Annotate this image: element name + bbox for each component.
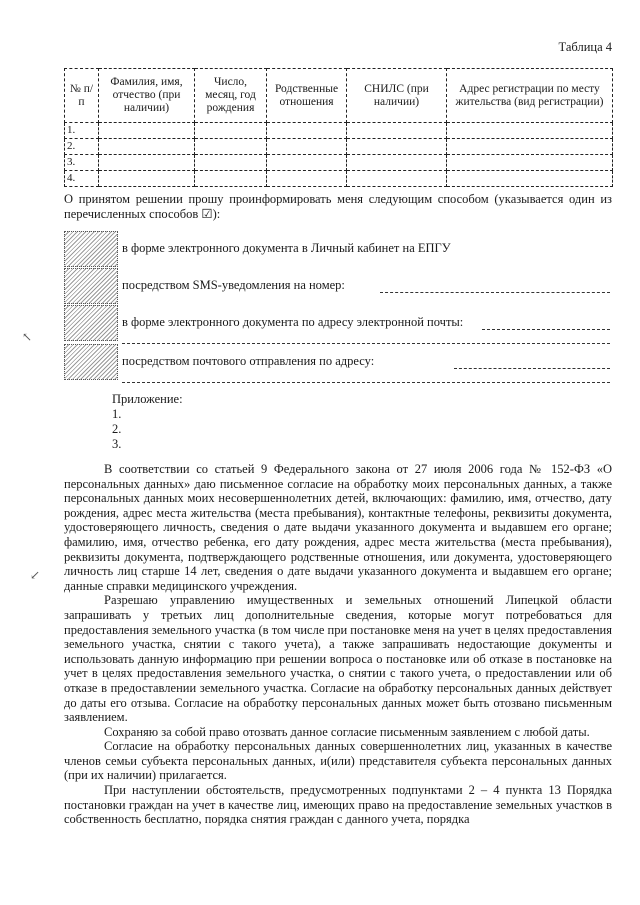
- header-number: № п/п: [65, 69, 99, 123]
- table-row: [65, 123, 613, 139]
- option-checkbox[interactable]: [64, 268, 118, 304]
- header-address: Адрес регистрации по месту жительства (вид регистрации): [447, 69, 613, 123]
- consent-paragraph: В соответствии со статьей 9 Федерального закона от 27 июля 2006 года № 152-ФЗ «О персональных данных» даю письменное согласие на обработку моих персональных данных, а также персональных данных моих несовершеннолетних детей, включающих: фамилию, имя, отчество, дату рождения, адрес места жительства (места пребывания), контактные телефоны, реквизиты документа, удостоверяющего личность, сведения о дате выдачи указанного документа и выдавшем его органе; фамилию, имя, отчество ребенка, его дату рождения, адрес места жительства (места пребывания), реквизиты документа, подтверждающего родственные отношения, или документа, удостоверяющего личность лиц старше 14 лет, сведения о дате выдачи указанного документа и выдавшем его органе; данные справки медицинского учреждения.: [64, 462, 612, 593]
- option-label: в форме электронного документа по адресу электронной почты:: [122, 315, 464, 329]
- consent-paragraph: Согласие на обработку персональных данных совершеннолетних лиц, указанных в качестве членов семьи субъекта персональных данных, и(или) представителя субъекта персональных данных (при их наличии) прилагается.: [64, 739, 612, 783]
- family-members-table: [64, 68, 613, 187]
- option-label: в форме электронного документа в Личный кабинет на ЕПГУ: [122, 241, 451, 255]
- table-cell[interactable]: [267, 171, 347, 187]
- table-row: [65, 139, 613, 155]
- notify-option-email[interactable]: [64, 305, 612, 341]
- table-cell[interactable]: [195, 171, 267, 187]
- attachment-list: [112, 392, 183, 452]
- margin-mark: ↖: [22, 330, 33, 344]
- notification-intro: О принятом решении прошу проинформировать меня следующим способом (указывается один из перечисленных способов ☑):: [64, 192, 612, 221]
- option-label: посредством SMS-уведомления на номер:: [122, 278, 345, 292]
- attachment-item: 1.: [112, 407, 122, 421]
- postal-address-field[interactable]: [454, 368, 610, 369]
- table-header-row: [65, 69, 613, 123]
- table-cell[interactable]: [267, 139, 347, 155]
- attachment-item: 3.: [112, 437, 122, 451]
- row-number: 1.: [65, 123, 99, 139]
- table-cell[interactable]: [447, 139, 613, 155]
- notify-option-sms[interactable]: [64, 268, 612, 304]
- consent-paragraph: Сохраняю за собой право отозвать данное согласие письменным заявлением с любой даты.: [104, 724, 590, 739]
- table-cell[interactable]: [99, 139, 195, 155]
- postal-address-field-continuation[interactable]: [122, 382, 610, 383]
- table-cell[interactable]: [99, 123, 195, 139]
- header-snils: СНИЛС (при наличии): [347, 69, 447, 123]
- table-caption: Таблица 4: [558, 40, 612, 54]
- consent-text: [64, 462, 612, 827]
- table-cell[interactable]: [347, 155, 447, 171]
- header-birth-date: Число, месяц, год рождения: [195, 69, 267, 123]
- attachment-item: 2.: [112, 422, 122, 436]
- table-cell[interactable]: [447, 123, 613, 139]
- table-cell[interactable]: [447, 171, 613, 187]
- table-row: [65, 171, 613, 187]
- notify-option-epgu[interactable]: [64, 231, 612, 267]
- table-cell[interactable]: [195, 139, 267, 155]
- header-relation: Родственные отношения: [267, 69, 347, 123]
- table-cell[interactable]: [267, 123, 347, 139]
- option-checkbox[interactable]: [64, 344, 118, 380]
- table-cell[interactable]: [347, 139, 447, 155]
- consent-paragraph: При наступлении обстоятельств, предусмотренных подпунктами 2 – 4 пункта 13 Порядка постановки граждан на учет в качестве лиц, имеющих право на предоставление земельных участков в собственность бесплатно, порядка снятия граждан с данного учета, порядка: [64, 783, 612, 827]
- option-checkbox[interactable]: [64, 305, 118, 341]
- table-cell[interactable]: [267, 155, 347, 171]
- phone-number-field[interactable]: [380, 292, 610, 293]
- consent-paragraph: Разрешаю управлению имущественных и земельных отношений Липецкой области запрашивать у третьих лиц дополнительные сведения, которые могут потребоваться для предоставления земельного участка (в том числе при постановке меня на учет в целях предоставления земельного участка, снятии с такого учета), а также запрашивать недостающие документы и использовать данную информацию при решении вопроса о постановке или об отказе в постановке на учет в целях предоставления земельного участка, о снятии с такого учета, о предоставлении или об отказе в предоставлении земельного участка. Согласие на обработку персональных данных действует до даты его отзыва. Согласие на обработку персональных данных может быть отозвано письменным заявлением.: [64, 593, 612, 725]
- row-number: 2.: [65, 139, 99, 155]
- header-full-name: Фамилия, имя, отчество (при наличии): [99, 69, 195, 123]
- table-cell[interactable]: [99, 155, 195, 171]
- table-cell[interactable]: [195, 123, 267, 139]
- row-number: 3.: [65, 155, 99, 171]
- notify-option-post[interactable]: [64, 344, 612, 380]
- attachment-title: Приложение:: [112, 392, 183, 406]
- option-checkbox[interactable]: [64, 231, 118, 267]
- email-field[interactable]: [482, 329, 610, 330]
- row-number: 4.: [65, 171, 99, 187]
- option-label: посредством почтового отправления по адресу:: [122, 354, 375, 368]
- margin-mark: ↙: [30, 568, 41, 582]
- table-cell[interactable]: [347, 123, 447, 139]
- table-cell[interactable]: [347, 171, 447, 187]
- table-cell[interactable]: [447, 155, 613, 171]
- table-cell[interactable]: [195, 155, 267, 171]
- table-cell[interactable]: [99, 171, 195, 187]
- table-row: [65, 155, 613, 171]
